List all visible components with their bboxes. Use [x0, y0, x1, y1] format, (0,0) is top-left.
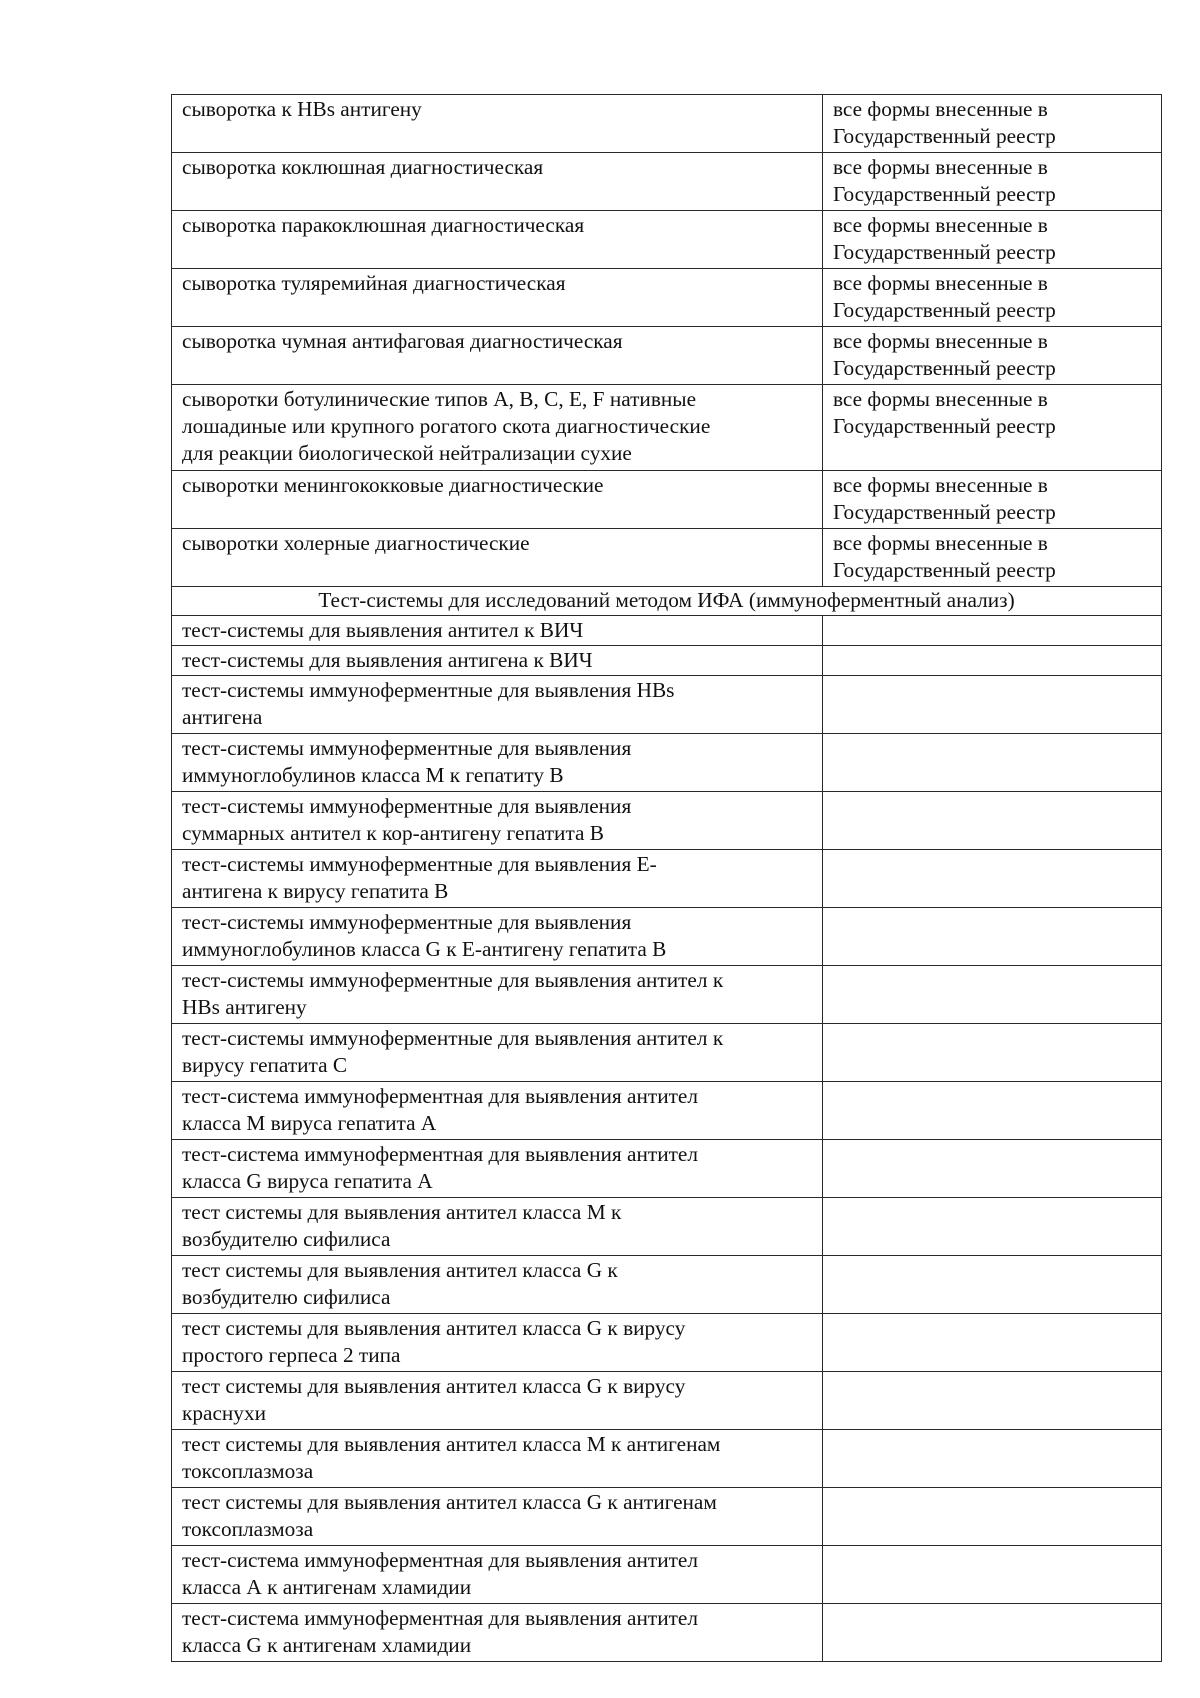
product-form-cell [823, 1546, 1162, 1604]
product-name-cell [172, 676, 823, 734]
product-name: тест системы для выявления антител класса М к антигенам токсоплазмоза [182, 1432, 721, 1483]
product-name-cell [172, 850, 823, 908]
product-name-cell [172, 1256, 823, 1314]
table-row [172, 1314, 1162, 1372]
product-name: тест системы для выявления антител класса G к вирусу простого герпеса 2 типа [182, 1316, 686, 1367]
product-name: сыворотка паракоклюшная диагностическая [182, 213, 585, 237]
table-row [172, 1024, 1162, 1082]
product-form-cell [823, 1314, 1162, 1372]
table-row [172, 1082, 1162, 1140]
table-row [172, 471, 1162, 529]
product-form-cell [823, 1488, 1162, 1546]
section-title-cell [172, 587, 1162, 616]
product-name: тест-системы иммуноферментные для выявления иммуноглобулинов класса М к гепатиту В [182, 736, 632, 787]
table-row [172, 1430, 1162, 1488]
product-name: тест системы для выявления антител класса G к возбудителю сифилиса [182, 1258, 618, 1309]
product-form-cell [823, 734, 1162, 792]
table-row [172, 529, 1162, 587]
product-form-cell [823, 908, 1162, 966]
product-name-cell [172, 1198, 823, 1256]
product-form-cell [823, 1024, 1162, 1082]
product-form-cell [823, 95, 1162, 153]
registry-table [171, 94, 1162, 1662]
product-form-cell [823, 1198, 1162, 1256]
product-name-cell [172, 153, 823, 211]
product-name-cell [172, 385, 823, 471]
product-form-cell [823, 1256, 1162, 1314]
product-name: тест-системы иммуноферментные для выявления Е- антигена к вирусу гепатита В [182, 852, 657, 903]
product-name: сыворотки холерные диагностические [182, 531, 530, 555]
product-name: тест-система иммуноферментная для выявления антител класса G вируса гепатита А [182, 1142, 698, 1193]
product-form: все формы внесенные в Государственный реестр [833, 473, 1056, 524]
product-form: все формы внесенные в Государственный реестр [833, 213, 1056, 264]
product-name: тест-системы для выявления антител к ВИЧ [182, 618, 584, 642]
table-row [172, 1488, 1162, 1546]
product-form-cell [823, 211, 1162, 269]
table-row [172, 1198, 1162, 1256]
product-name-cell [172, 646, 823, 676]
product-name-cell [172, 1082, 823, 1140]
product-name-cell [172, 1604, 823, 1662]
product-name-cell [172, 1372, 823, 1430]
table-row [172, 646, 1162, 676]
product-form-cell [823, 792, 1162, 850]
table-row [172, 269, 1162, 327]
table-row [172, 327, 1162, 385]
section-header-row [172, 587, 1162, 616]
product-name: сыворотка чумная антифаговая диагностическая [182, 329, 623, 353]
product-form-cell [823, 850, 1162, 908]
product-form-cell [823, 1372, 1162, 1430]
product-name: сыворотки менингококковые диагностические [182, 473, 604, 497]
product-form: все формы внесенные в Государственный реестр [833, 531, 1056, 582]
product-name-cell [172, 616, 823, 646]
table-row [172, 850, 1162, 908]
product-name: тест-система иммуноферментная для выявления антител класса М вируса гепатита А [182, 1084, 698, 1135]
product-name-cell [172, 1430, 823, 1488]
table-row [172, 153, 1162, 211]
product-name-cell [172, 269, 823, 327]
product-name-cell [172, 529, 823, 587]
product-form: все формы внесенные в Государственный реестр [833, 387, 1056, 438]
product-name: тест системы для выявления антител класса G к вирусу краснухи [182, 1374, 686, 1425]
product-form: все формы внесенные в Государственный реестр [833, 155, 1056, 206]
product-form-cell [823, 676, 1162, 734]
product-form: все формы внесенные в Государственный реестр [833, 97, 1056, 148]
section-title: Тест-системы для исследований методом ИФА (иммуноферментный анализ) [318, 588, 1015, 612]
product-name: тест-системы иммуноферментные для выявления иммуноглобулинов класса G к Е-антигену гепатита В [182, 910, 667, 961]
product-form-cell [823, 1140, 1162, 1198]
product-form-cell [823, 385, 1162, 471]
product-form-cell [823, 1604, 1162, 1662]
product-form-cell [823, 471, 1162, 529]
product-name-cell [172, 1140, 823, 1198]
table-row [172, 966, 1162, 1024]
product-form: все формы внесенные в Государственный реестр [833, 329, 1056, 380]
product-form-cell [823, 966, 1162, 1024]
product-form-cell [823, 646, 1162, 676]
product-name-cell [172, 1488, 823, 1546]
table-row [172, 385, 1162, 471]
product-name-cell [172, 327, 823, 385]
product-name-cell [172, 1314, 823, 1372]
table-row [172, 1546, 1162, 1604]
product-name: тест-системы иммуноферментные для выявления антител к вирусу гепатита С [182, 1026, 724, 1077]
product-name-cell [172, 1546, 823, 1604]
product-name: тест-система иммуноферментная для выявления антител класса А к антигенам хламидии [182, 1548, 698, 1599]
table-row [172, 95, 1162, 153]
product-form-cell [823, 1082, 1162, 1140]
product-name: тест-системы иммуноферментные для выявления суммарных антител к кор-антигену гепатита В [182, 794, 632, 845]
product-name: сыворотка коклюшная диагностическая [182, 155, 544, 179]
product-name: тест-системы иммуноферментные для выявления HBs антигена [182, 678, 675, 729]
product-form-cell [823, 153, 1162, 211]
product-name: тест-система иммуноферментная для выявления антител класса G к антигенам хламидии [182, 1606, 698, 1657]
product-name: тест-системы иммуноферментные для выявления антител к HBs антигену [182, 968, 724, 1019]
product-form-cell [823, 327, 1162, 385]
product-name: сыворотка к HBs антигену [182, 97, 422, 121]
product-name-cell [172, 792, 823, 850]
product-name-cell [172, 734, 823, 792]
table-row [172, 211, 1162, 269]
product-name: сыворотки ботулинические типов А, В, С, Е, F нативные лошадиные или крупного рогатого скота диагностические для реакции биологической нейтрализации сухие [182, 387, 711, 465]
table-row [172, 1256, 1162, 1314]
product-name: сыворотка туляремийная диагностическая [182, 271, 566, 295]
product-form-cell [823, 529, 1162, 587]
product-name: тест-системы для выявления антигена к ВИЧ [182, 648, 593, 672]
table-row [172, 1140, 1162, 1198]
product-form-cell [823, 269, 1162, 327]
table-row [172, 908, 1162, 966]
product-name: тест системы для выявления антител класса G к антигенам токсоплазмоза [182, 1490, 717, 1541]
product-name-cell [172, 471, 823, 529]
product-name-cell [172, 1024, 823, 1082]
product-form-cell [823, 616, 1162, 646]
table-row [172, 792, 1162, 850]
table-row [172, 734, 1162, 792]
product-name: тест системы для выявления антител класса М к возбудителю сифилиса [182, 1200, 622, 1251]
product-name-cell [172, 95, 823, 153]
product-form: все формы внесенные в Государственный реестр [833, 271, 1056, 322]
product-name-cell [172, 966, 823, 1024]
product-name-cell [172, 908, 823, 966]
table-row [172, 1372, 1162, 1430]
product-form-cell [823, 1430, 1162, 1488]
product-name-cell [172, 211, 823, 269]
table-row [172, 1604, 1162, 1662]
table-row [172, 676, 1162, 734]
table-row [172, 616, 1162, 646]
